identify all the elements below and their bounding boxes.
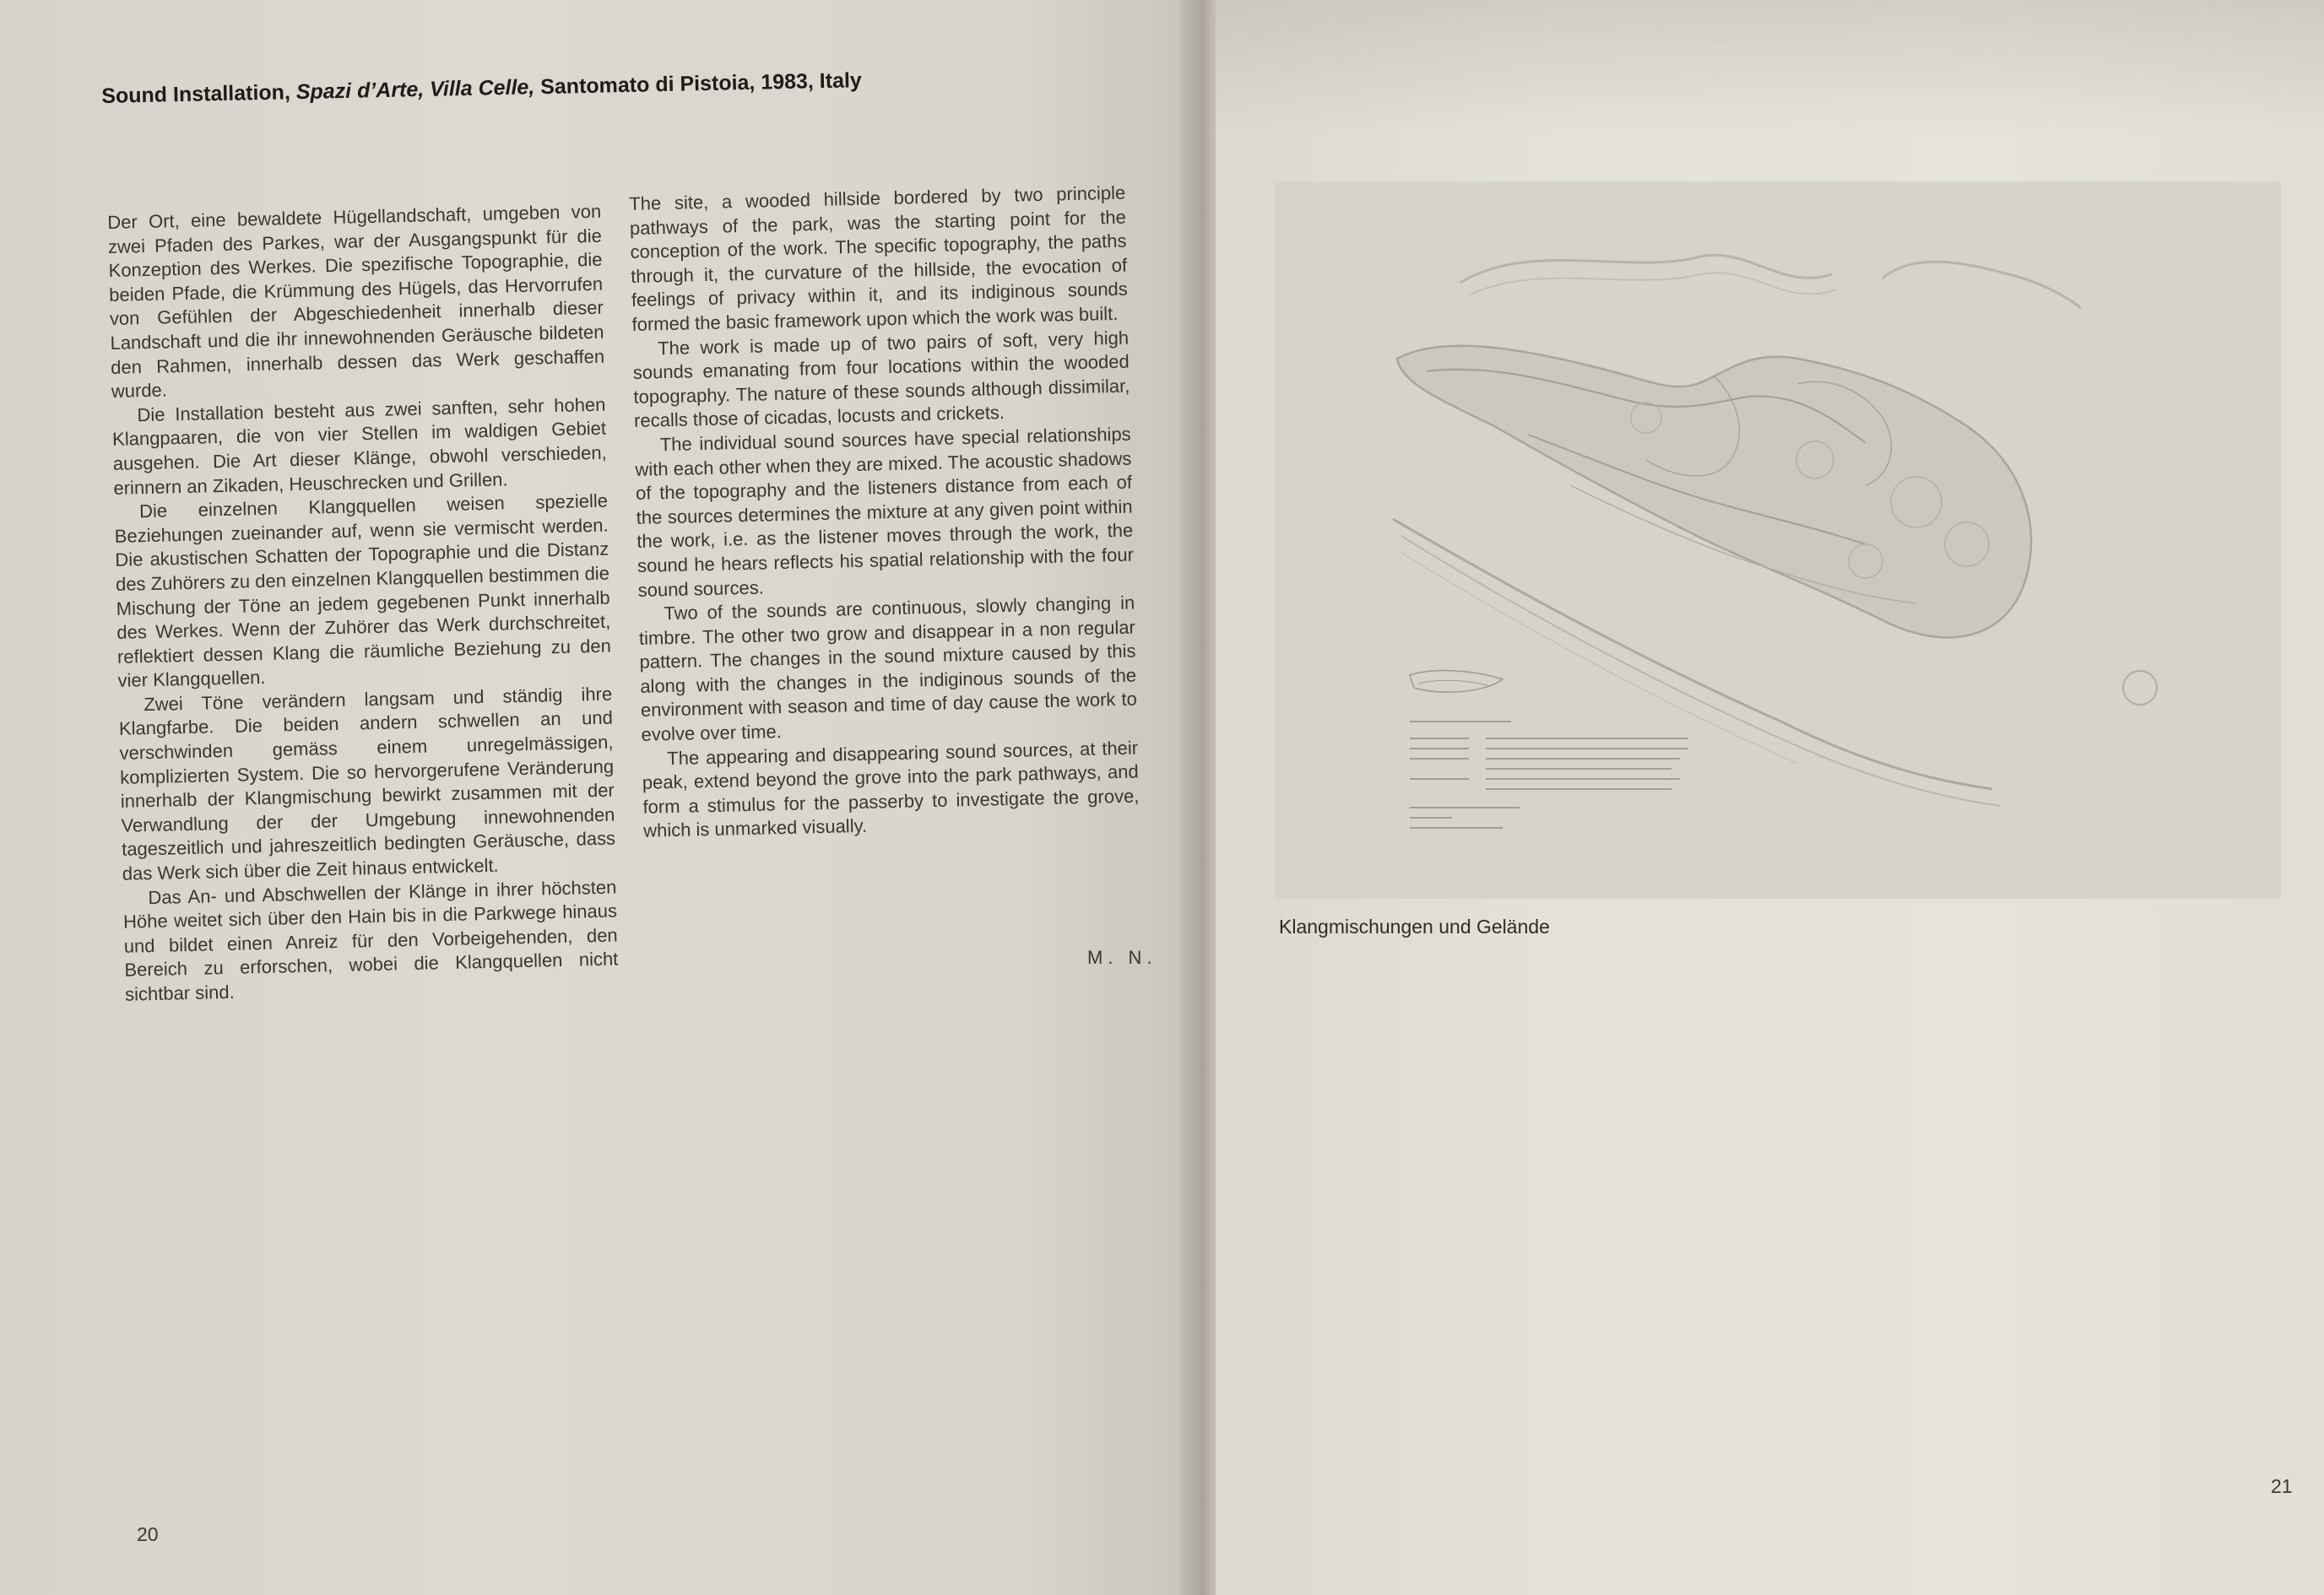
english-paragraph-2: The work is made up of two pairs of soft, very high sounds emanating from four locations within the wooded topography. The nature of these sounds although dissimilar, recalls those of cicadas, locusts and crickets. <box>632 327 1130 432</box>
page-heading <box>101 67 945 109</box>
page-number-left: 20 <box>137 1523 159 1545</box>
english-paragraph-5: The appearing and disappearing sound sources, at their peak, extend beyond the grove into the park pathways, and form a stimulus for the passerby to investigate the grove, which is unmarked visually. <box>642 737 1140 842</box>
terrain-drawing <box>1275 181 2281 899</box>
hillside-outline <box>1397 346 2031 638</box>
heading-part-3: Santomato di Pistoia, 1983, Italy <box>534 68 863 100</box>
german-paragraph-1: Der Ort, eine bewaldete Hügellandschaft, umgeben von zwei Pfaden des Parkes, war der Ausgangspunkt für die Konzeption des Werkes. Die spezifische Topographie, die beiden Pfade, die Krümmung des Hügels, das Hervorrufen von Gefühlen der Abgeschiedenheit innerhalb dieser Landschaft und die ihr innewohnenden Geräusche bildeten den Rahmen, innerhalb dessen das Werk geschaffen wurde. <box>107 200 605 403</box>
tree-circle <box>2123 671 2157 705</box>
english-text-column <box>629 181 1140 844</box>
german-paragraph-5: Das An- und Abschwellen der Klänge in ihrer höchsten Höhe weitet sich über den Hain bis in die Parkwege hinaus und bildet einen Anreiz für den Vorbeigehenden, den Bereich zu erforschen, wobei die Klangquellen nicht sichtbar sind. <box>122 876 619 1005</box>
figure-caption: Klangmischungen und Gelände <box>1279 916 1550 938</box>
english-paragraph-3: The individual sound sources have special relationships with each other when they are mixed. The acoustic shadows of the topography and the listeners distance from each of the sources determines the mixture at any given point within the work, i.e. as the listener moves through the work, the sound he hears reflects his spatial relationship with the four sound sources. <box>635 423 1135 601</box>
author-initials: M. N. <box>1087 947 1157 968</box>
legend-lines <box>1410 722 1688 828</box>
german-text-column <box>107 200 619 1008</box>
upper-right-path-line <box>1882 262 2081 308</box>
terrain-map-illustration <box>1275 181 2281 899</box>
english-paragraph-1: The site, a wooded hillside bordered by two principle pathways of the park, was the starting point for the conception of the work. The specific topography, the paths through it, the curvature of the hillside, the evocation of feelings of privacy within it, and its indiginous sounds formed the basic framework upon which the work was built. <box>629 181 1129 335</box>
page-shadow <box>1216 0 2324 135</box>
legend-thumbnail <box>1410 671 1503 693</box>
english-paragraph-4: Two of the sounds are continuous, slowly changing in timbre. The other two grow and disappear in a non regular pattern. The changes in the sound mixture caused by this along with the changes in the indiginous sounds of the environment with season and time of day cause the work to evolve over time. <box>638 592 1138 745</box>
upper-path-line <box>1460 255 1832 283</box>
german-paragraph-2: Die Installation besteht aus zwei sanften, sehr hohen Klangpaaren, die von vier Stellen im waldigen Gebiet ausgehen. Die Art dieser Klänge, obwohl verschieden, erinnern an Zikaden, Heuschrecken und Grillen. <box>111 393 607 499</box>
heading-part-2: Spazi d’Arte, Villa Celle, <box>295 75 535 105</box>
heading-part-1: Sound Installation, <box>101 80 297 108</box>
german-paragraph-3: Die einzelnen Klangquellen weisen spezielle Beziehungen zueinander auf, wenn sie vermischt werden. Die akustischen Schatten der Topographie und die Distanz des Zuhörers zu den einzelnen Klangquellen bestimmen die Mischung der Töne an jedem gegebenen Punkt innerhalb des Werkes. Wenn der Zuhörer das Werk durchschreitet, reflektiert dessen Klang die räumliche Beziehung zu den vier Klangquellen. <box>114 489 612 692</box>
page-number-right: 21 <box>2271 1475 2293 1497</box>
german-paragraph-4: Zwei Töne verändern langsam und ständig ihre Klangfarbe. Die beiden andern schwellen an und verschwinden gemäss einem unregelmässigen, komplizierten System. Die so hervorgerufene Veränderung innerhalb der Klangmischung bewirkt zusammen mit der Verwandlung der der Umgebung innewohnenden tageszeitlich und jahreszeitlich bedingten Geräusche, dass das Werk sich über die Zeit hinaus entwickelt. <box>118 683 616 884</box>
